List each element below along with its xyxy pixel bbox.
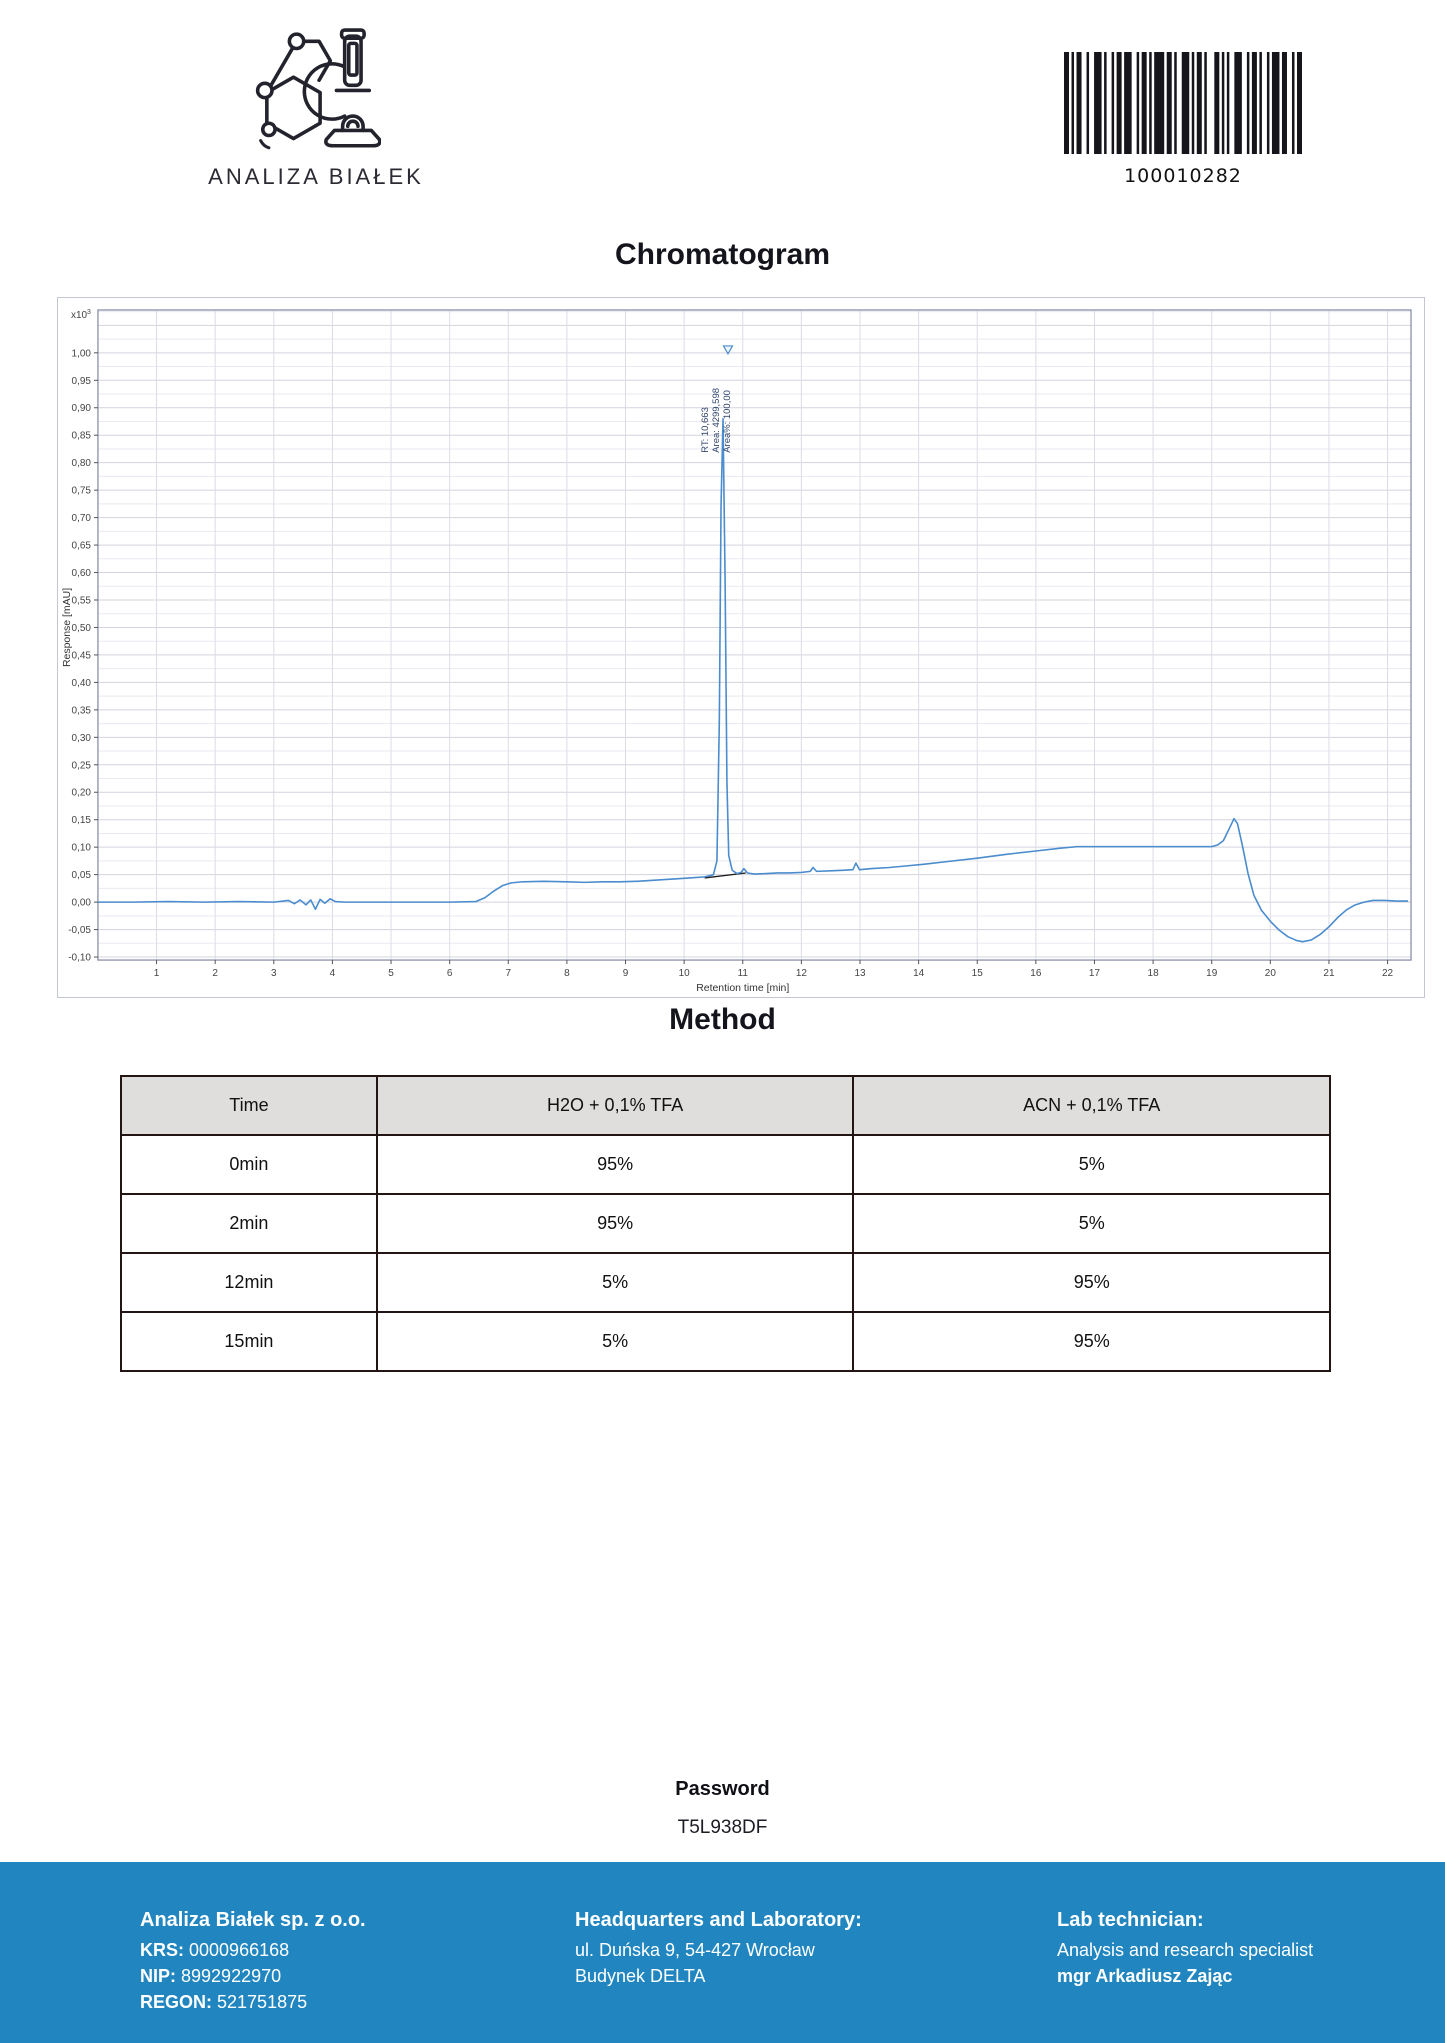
svg-text:0,90: 0,90 — [71, 403, 91, 415]
svg-text:5: 5 — [388, 968, 394, 980]
svg-text:0,50: 0,50 — [71, 622, 91, 634]
headquarters-address1: ul. Duńska 9, 54-427 Wrocław — [575, 1940, 815, 1960]
headquarters-address2: Budynek DELTA — [575, 1966, 706, 1987]
svg-text:0,95: 0,95 — [71, 375, 91, 387]
svg-text:19: 19 — [1206, 968, 1218, 980]
table-cell: 5% — [853, 1194, 1330, 1253]
svg-text:15: 15 — [971, 968, 983, 980]
svg-text:1: 1 — [153, 968, 160, 980]
logo-text: ANALIZA BIAŁEK — [208, 164, 424, 189]
svg-text:0,40: 0,40 — [71, 677, 91, 689]
svg-text:13: 13 — [854, 968, 866, 980]
svg-text:8: 8 — [564, 968, 570, 980]
method-table-header: Time — [121, 1076, 377, 1135]
footer-headquarters — [575, 1906, 862, 1989]
svg-text:9: 9 — [622, 968, 629, 980]
svg-text:22: 22 — [1382, 968, 1394, 980]
logo — [196, 28, 436, 190]
barcode-image — [1064, 52, 1302, 154]
svg-text:-0,05: -0,05 — [68, 925, 91, 937]
svg-text:0,05: 0,05 — [71, 870, 91, 882]
svg-text:16: 16 — [1030, 968, 1042, 980]
svg-text:-0,10: -0,10 — [68, 952, 91, 964]
svg-text:4: 4 — [329, 968, 336, 980]
table-row — [121, 1135, 1330, 1194]
svg-text:0,80: 0,80 — [71, 458, 91, 470]
company-regon: REGON: 521751875 — [140, 1992, 308, 2013]
svg-text:0,30: 0,30 — [71, 732, 91, 744]
headquarters-title: Headquarters and Laboratory: — [575, 1909, 862, 1931]
table-cell: 15min — [121, 1312, 377, 1371]
svg-text:Response [mAU]: Response [mAU] — [61, 587, 73, 668]
table-cell: 5% — [853, 1135, 1330, 1194]
svg-text:0,00: 0,00 — [71, 897, 91, 909]
svg-text:0,65: 0,65 — [71, 540, 91, 552]
svg-text:18: 18 — [1147, 968, 1159, 980]
svg-text:0,60: 0,60 — [71, 568, 91, 580]
svg-text:0,55: 0,55 — [71, 595, 91, 607]
technician-title: Lab technician: — [1057, 1909, 1204, 1931]
svg-text:6: 6 — [446, 968, 453, 980]
svg-text:Retention time [min]: Retention time [min] — [696, 983, 790, 995]
method-table — [120, 1075, 1331, 1372]
svg-text:10: 10 — [678, 968, 690, 980]
table-cell: 2min — [121, 1194, 377, 1253]
company-name: Analiza Białek sp. z o.o. — [140, 1909, 366, 1931]
technician-name: mgr Arkadiusz Zając — [1057, 1966, 1233, 1987]
company-nip: NIP: 8992922970 — [140, 1966, 282, 1987]
svg-text:7: 7 — [505, 968, 512, 980]
company-krs: KRS: 0000966168 — [140, 1940, 290, 1960]
svg-text:21: 21 — [1323, 968, 1335, 980]
svg-text:0,75: 0,75 — [71, 485, 91, 497]
svg-text:14: 14 — [913, 968, 925, 980]
svg-text:0,85: 0,85 — [71, 430, 91, 442]
chromatogram-title: Chromatogram — [614, 238, 831, 271]
svg-text:17: 17 — [1088, 968, 1101, 980]
svg-text:1,00: 1,00 — [71, 348, 91, 360]
password-label: Password — [675, 1778, 770, 1800]
svg-text:Area: 4299,598: Area: 4299,598 — [711, 388, 723, 453]
technician-line1: Analysis and research specialist — [1057, 1940, 1314, 1960]
svg-text:0,45: 0,45 — [71, 650, 91, 662]
method-table-header: ACN + 0,1% TFA — [853, 1076, 1330, 1135]
table-cell: 95% — [853, 1253, 1330, 1312]
svg-text:0,15: 0,15 — [71, 815, 91, 827]
svg-text:0,10: 0,10 — [71, 842, 91, 854]
barcode — [1063, 52, 1303, 187]
method-table-header-row — [121, 1076, 1330, 1135]
method-title: Method — [669, 1003, 776, 1036]
table-row — [121, 1312, 1330, 1371]
svg-text:0,20: 0,20 — [71, 787, 91, 799]
footer — [0, 1862, 1445, 2043]
svg-text:Area%: 100,00: Area%: 100,00 — [721, 390, 733, 453]
table-row — [121, 1253, 1330, 1312]
svg-text:x103: $x10^3$ — [70, 308, 91, 321]
svg-text:3: 3 — [271, 968, 277, 980]
svg-text:2: 2 — [212, 968, 218, 980]
svg-text:RT: 10,663: RT: 10,663 — [700, 407, 712, 453]
footer-company — [140, 1906, 366, 2015]
svg-text:0,70: 0,70 — [71, 513, 91, 525]
svg-text:11: 11 — [737, 968, 748, 980]
svg-text:12: 12 — [795, 968, 807, 980]
table-cell: 12min — [121, 1253, 377, 1312]
table-cell: 95% — [377, 1194, 854, 1253]
barcode-number: 100010282 — [1124, 165, 1242, 187]
password-section — [0, 1778, 1445, 1839]
svg-text:0,35: 0,35 — [71, 705, 91, 717]
table-cell: 5% — [377, 1312, 854, 1371]
password-value: T5L938DF — [677, 1817, 768, 1838]
chromatogram-chart — [57, 297, 1425, 998]
table-row — [121, 1194, 1330, 1253]
chart-canvas — [58, 298, 1424, 997]
microscope-molecule-icon — [251, 28, 381, 156]
svg-text:0,25: 0,25 — [71, 760, 91, 772]
table-cell: 0min — [121, 1135, 377, 1194]
table-cell: 95% — [853, 1312, 1330, 1371]
table-cell: 5% — [377, 1253, 854, 1312]
method-table-header: H2O + 0,1% TFA — [377, 1076, 854, 1135]
svg-text:20: 20 — [1264, 968, 1276, 980]
footer-technician — [1057, 1906, 1313, 1989]
table-cell: 95% — [377, 1135, 854, 1194]
